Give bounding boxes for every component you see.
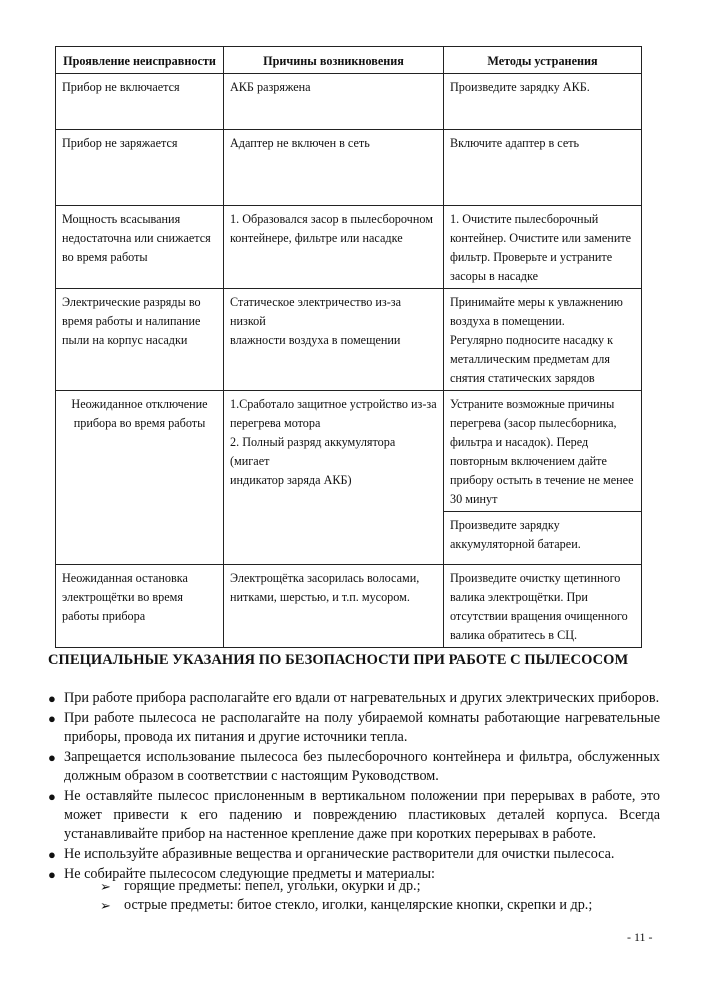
table-row: [56, 289, 642, 391]
cell-line: снятия статических зарядов: [450, 371, 595, 385]
cell-line: фильтра и насадок). Перед: [450, 435, 589, 449]
cell-line: Произведите очистку щетинного: [450, 571, 621, 585]
rule-text: Запрещается использование пылесоса без пылесборочного контейнера и фильтра, обслуженных должным образом в соответствии с настоящим Руководством.: [64, 749, 660, 784]
fix-cell: [444, 74, 642, 130]
cell-line: валика электрощётки. При: [450, 590, 588, 604]
cell-line: Устраните возможные причины: [450, 397, 615, 411]
cell-line: прибору остыть в течение не менее: [450, 473, 634, 487]
cell-line: Прибор не заряжается: [62, 136, 178, 150]
table-row: [56, 74, 642, 130]
cell-line: Адаптер не включен в сеть: [230, 136, 370, 150]
cell-line: контейнере, фильтре или насадке: [230, 231, 403, 245]
cell-line: работы прибора: [62, 609, 146, 623]
rule-text: Не собирайте пылесосом следующие предметы и материалы:: [64, 866, 436, 882]
cell-line: индикатор заряда АКБ): [230, 473, 352, 487]
safety-rules-list: [48, 689, 660, 885]
troubleshooting-table: [55, 46, 642, 648]
list-item: [48, 787, 660, 844]
cell-line: перегрева мотора: [230, 416, 321, 430]
cause-cell: [224, 391, 444, 565]
table-row: [56, 206, 642, 289]
rule-text: Не используйте абразивные вещества и органические растворители для очистки пылесоса.: [64, 846, 615, 862]
page-number: - 11 -: [627, 930, 653, 944]
cell-line: 1. Очистите пылесборочный: [450, 212, 599, 226]
cell-line: 1. Образовался засор в пылесборочном: [230, 212, 433, 226]
bullet-icon: ●: [48, 691, 56, 706]
cause-cell: [224, 206, 444, 289]
cell-line: влажности воздуха в помещении: [230, 333, 401, 347]
cell-line: фильтр. Проверьте и устраните: [450, 250, 613, 264]
rule-text: Не оставляйте пылесос прислоненным в вертикальном положении при перерывах в работе, это может привести к его падению и повреждению пластиковых деталей корпуса. Всегда устанавливайте прибор на настенное крепление даже при коротких перерывах в работе.: [64, 788, 660, 842]
forbidden-items-list: [100, 877, 660, 915]
bullet-icon: ●: [48, 750, 56, 765]
cell-line: повторным включением дайте: [450, 454, 607, 468]
fix-cell: [444, 289, 642, 391]
list-item: [48, 845, 660, 864]
cell-line: Произведите зарядку: [450, 518, 560, 532]
rule-text: При работе пылесоса не располагайте на полу убираемой комнаты работающие нагревательные приборы, провода их питания и другие источники тепла.: [64, 710, 660, 745]
cell-line: Регулярно подносите насадку к: [450, 333, 614, 347]
sub-item-text: острые предметы: битое стекло, иголки, канцелярские кнопки, скрепки и др.;: [124, 897, 593, 913]
cell-line: Мощность всасывания: [62, 212, 181, 226]
cell-line: во время работы: [62, 250, 148, 264]
table-row: [56, 130, 642, 206]
list-item: [48, 748, 660, 786]
sub-item-text: горящие предметы: пепел, угольки, окурки и др.;: [124, 878, 421, 894]
cell-line: недостаточна или снижается: [62, 231, 211, 245]
fix-cell: [444, 512, 642, 565]
cell-line: прибора во время работы: [73, 416, 206, 430]
cell-line: Электрощётка засорилась волосами,: [230, 571, 420, 585]
cell-line: нитками, шерстью, и т.п. мусором.: [230, 590, 410, 604]
header-fix: Методы устранения: [444, 47, 642, 74]
cell-line: Произведите зарядку АКБ.: [450, 80, 590, 94]
cell-line: 30 минут: [450, 492, 498, 506]
header-cause: Причины возникновения: [224, 47, 444, 74]
problem-cell: [56, 391, 224, 565]
cell-line: воздуха в помещении.: [450, 314, 565, 328]
problem-cell: [56, 74, 224, 130]
fix-cell: [444, 130, 642, 206]
cell-line: пыли на корпус насадки: [62, 333, 188, 347]
cause-cell: [224, 130, 444, 206]
cell-line: отсутствии вращения очищенного: [450, 609, 628, 623]
cell-line: Включите адаптер в сеть: [450, 136, 580, 150]
cell-line: Неожиданная остановка: [62, 571, 188, 585]
cell-line: аккумуляторной батареи.: [450, 537, 581, 551]
list-item: [100, 877, 660, 896]
problem-cell: [56, 206, 224, 289]
fix-cell: [444, 206, 642, 289]
cell-line: металлическим предметам для: [450, 352, 610, 366]
safety-heading: СПЕЦИАЛЬНЫЕ УКАЗАНИЯ ПО БЕЗОПАСНОСТИ ПРИ РАБОТЕ С ПЫЛЕСОСОМ: [48, 652, 629, 668]
arrow-bullet-icon: ➢: [100, 879, 111, 894]
fix-cell: [444, 565, 642, 648]
bullet-icon: ●: [48, 867, 56, 882]
cell-line: перегрева (засор пылесборника,: [450, 416, 617, 430]
cell-line: Статическое электричество из-за низкой: [230, 295, 401, 328]
table-row: [56, 565, 642, 648]
cause-cell: [224, 289, 444, 391]
cell-line: Неожиданное отключение: [71, 397, 208, 411]
cell-line: 2. Полный разряд аккумулятора (мигает: [230, 435, 396, 468]
cell-line: валика обратитесь в СЦ.: [450, 628, 578, 642]
list-item: [48, 709, 660, 747]
table-row: [56, 391, 642, 512]
bullet-icon: ●: [48, 847, 56, 862]
table-header-row: [56, 47, 642, 74]
problem-cell: [56, 565, 224, 648]
cell-line: время работы и налипание: [62, 314, 201, 328]
cell-line: засоры в насадке: [450, 269, 538, 283]
cell-line: Принимайте меры к увлажнению: [450, 295, 623, 309]
cell-line: 1.Сработало защитное устройство из-за: [230, 397, 437, 411]
cell-line: Прибор не включается: [62, 80, 180, 94]
rule-text: При работе прибора располагайте его вдали от нагревательных и других электрических приборов.: [64, 690, 660, 706]
cell-line: Электрические разряды во: [62, 295, 201, 309]
arrow-bullet-icon: ➢: [100, 898, 111, 913]
cell-line: контейнер. Очистите или замените: [450, 231, 632, 245]
problem-cell: [56, 289, 224, 391]
cell-line: АКБ разряжена: [230, 80, 311, 94]
cause-cell: [224, 74, 444, 130]
bullet-icon: ●: [48, 711, 56, 726]
problem-cell: [56, 130, 224, 206]
bullet-icon: ●: [48, 789, 56, 804]
cause-cell: [224, 565, 444, 648]
fix-cell: [444, 391, 642, 512]
list-item: [48, 689, 660, 708]
cell-line: электрощётки во время: [62, 590, 183, 604]
header-problem: Проявление неисправности: [56, 47, 224, 74]
list-item: [100, 896, 660, 915]
